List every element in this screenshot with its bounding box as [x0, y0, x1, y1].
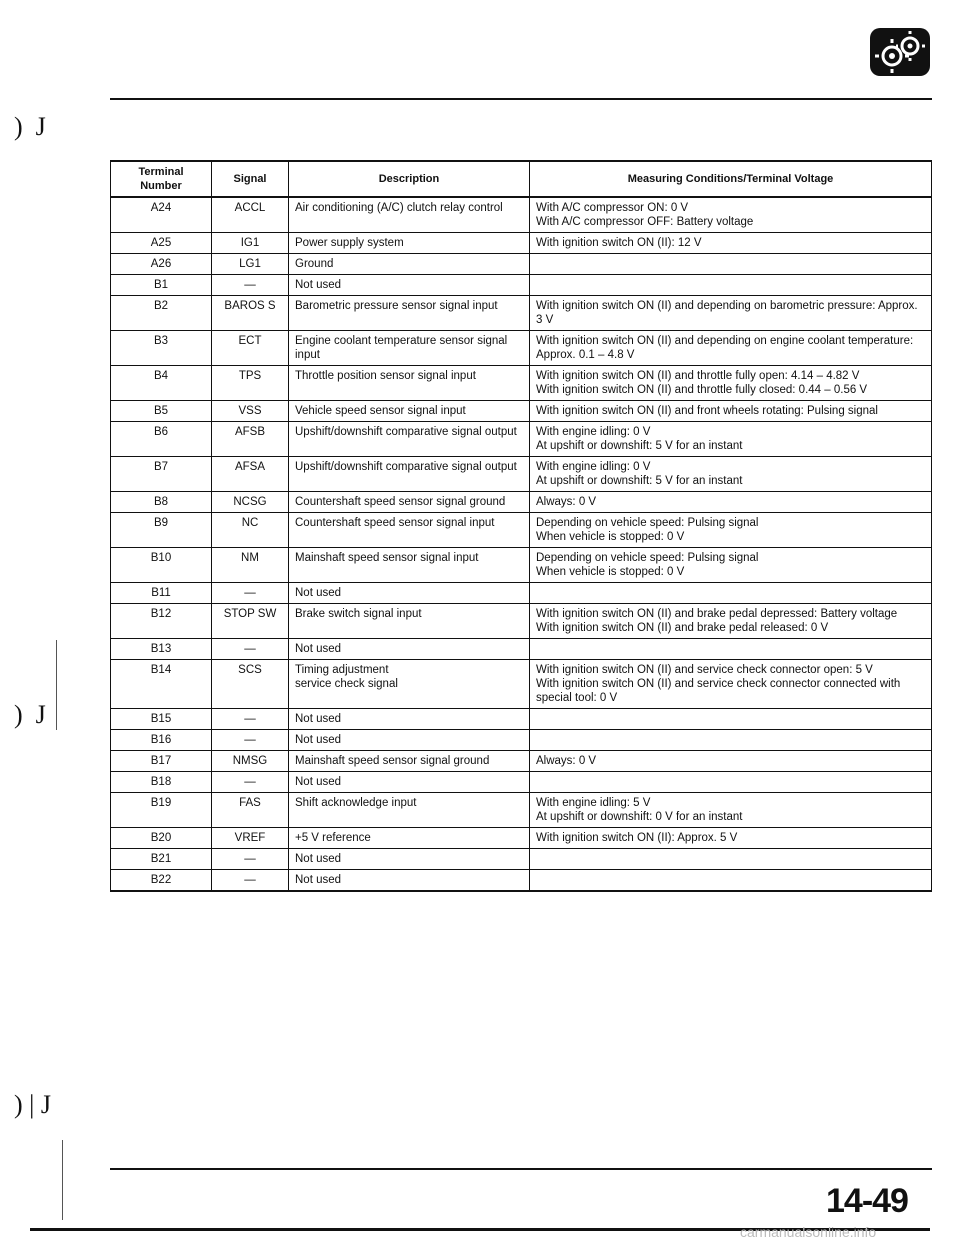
- terminal-number: B15: [111, 709, 212, 730]
- terminal-number: B6: [111, 422, 212, 457]
- table-row: [111, 296, 932, 331]
- table-row: [111, 604, 932, 639]
- description-cell: [289, 639, 530, 660]
- measuring-condition-text: With ignition switch ON (II) and depending on barometric pressure: Approx. 3 V: [536, 300, 918, 326]
- measuring-condition-text: At upshift or downshift: 5 V for an instant: [536, 440, 743, 452]
- description-cell: [289, 422, 530, 457]
- measuring-conditions-cell: [530, 604, 932, 639]
- table-row: [111, 793, 932, 828]
- description-cell: [289, 772, 530, 793]
- description-cell: [289, 254, 530, 275]
- table-row: [111, 366, 932, 401]
- description-cell: [289, 233, 530, 254]
- description-cell: [289, 366, 530, 401]
- measuring-conditions-cell: [530, 870, 932, 892]
- terminal-number: B13: [111, 639, 212, 660]
- description-cell: [289, 751, 530, 772]
- table-row: [111, 513, 932, 548]
- terminal-number: B17: [111, 751, 212, 772]
- table-row: [111, 254, 932, 275]
- description-text: Countershaft speed sensor signal ground: [295, 496, 506, 508]
- description-cell: [289, 457, 530, 492]
- table-row: [111, 401, 932, 422]
- table-row: [111, 660, 932, 709]
- measuring-conditions-cell: [530, 366, 932, 401]
- table-row: [111, 730, 932, 751]
- signal-name: VSS: [212, 401, 289, 422]
- measuring-condition-text: With ignition switch ON (II) and brake pedal released: 0 V: [536, 622, 829, 634]
- measuring-conditions-cell: [530, 751, 932, 772]
- table-row: [111, 751, 932, 772]
- measuring-condition-text: Depending on vehicle speed: Pulsing signal: [536, 552, 759, 564]
- description-text: Vehicle speed sensor signal input: [295, 405, 466, 417]
- measuring-conditions-cell: [530, 233, 932, 254]
- description-text: Throttle position sensor signal input: [295, 370, 476, 382]
- description-text: Mainshaft speed sensor signal ground: [295, 755, 490, 767]
- description-text: Engine coolant temperature sensor signal input: [295, 335, 508, 361]
- bottom-rule: [110, 1168, 932, 1170]
- measuring-condition-text: With ignition switch ON (II) and brake pedal depressed: Battery voltage: [536, 608, 898, 620]
- signal-name: AFSA: [212, 457, 289, 492]
- table-body: [111, 197, 932, 891]
- measuring-condition-text: With ignition switch ON (II): Approx. 5 V: [536, 832, 738, 844]
- terminal-number: A25: [111, 233, 212, 254]
- terminal-number: B1: [111, 275, 212, 296]
- description-cell: [289, 660, 530, 709]
- description-cell: [289, 513, 530, 548]
- measuring-conditions-cell: [530, 639, 932, 660]
- terminal-number: B19: [111, 793, 212, 828]
- measuring-conditions-cell: [530, 730, 932, 751]
- table-row: [111, 422, 932, 457]
- terminal-number: B21: [111, 849, 212, 870]
- signal-name: —: [212, 709, 289, 730]
- header-signal: Signal: [212, 161, 289, 197]
- measuring-condition-text: With engine idling: 0 V: [536, 426, 651, 438]
- table-row: [111, 331, 932, 366]
- description-cell: [289, 492, 530, 513]
- description-text: Not used: [295, 874, 342, 886]
- description-cell: [289, 793, 530, 828]
- measuring-conditions-cell: [530, 793, 932, 828]
- table-row: [111, 870, 932, 892]
- table-row: [111, 583, 932, 604]
- measuring-condition-text: With ignition switch ON (II) and service check connector connected with special tool: 0 V: [536, 678, 901, 704]
- description-text: Ground: [295, 258, 334, 270]
- table-row: [111, 275, 932, 296]
- measuring-condition-text: At upshift or downshift: 5 V for an instant: [536, 475, 743, 487]
- description-cell: [289, 730, 530, 751]
- measuring-conditions-cell: [530, 772, 932, 793]
- measuring-conditions-cell: [530, 296, 932, 331]
- description-cell: [289, 401, 530, 422]
- description-text: Timing adjustment: [295, 664, 389, 676]
- measuring-condition-text: When vehicle is stopped: 0 V: [536, 566, 685, 578]
- terminal-number: B3: [111, 331, 212, 366]
- signal-name: TPS: [212, 366, 289, 401]
- table-row: [111, 548, 932, 583]
- terminal-number: A24: [111, 197, 212, 233]
- terminal-number: B11: [111, 583, 212, 604]
- signal-name: ACCL: [212, 197, 289, 233]
- measuring-condition-text: Always: 0 V: [536, 755, 597, 767]
- signal-name: BAROS S: [212, 296, 289, 331]
- description-cell: [289, 275, 530, 296]
- table-row: [111, 849, 932, 870]
- binding-line: [62, 1140, 63, 1220]
- signal-name: STOP SW: [212, 604, 289, 639]
- measuring-conditions-cell: [530, 849, 932, 870]
- description-cell: [289, 197, 530, 233]
- terminal-number: B7: [111, 457, 212, 492]
- header-description: Description: [289, 161, 530, 197]
- measuring-condition-text: At upshift or downshift: 0 V for an instant: [536, 811, 743, 823]
- header-terminal-number: Terminal Number: [111, 161, 212, 197]
- terminal-number: B20: [111, 828, 212, 849]
- terminal-number: B14: [111, 660, 212, 709]
- signal-name: AFSB: [212, 422, 289, 457]
- signal-name: ECT: [212, 331, 289, 366]
- description-text: Not used: [295, 734, 342, 746]
- table-row: [111, 233, 932, 254]
- signal-name: SCS: [212, 660, 289, 709]
- measuring-conditions-cell: [530, 548, 932, 583]
- description-cell: [289, 828, 530, 849]
- terminal-number: B5: [111, 401, 212, 422]
- description-text: Not used: [295, 853, 342, 865]
- signal-name: FAS: [212, 793, 289, 828]
- table-row: [111, 709, 932, 730]
- description-text: Not used: [295, 643, 342, 655]
- measuring-condition-text: With A/C compressor ON: 0 V: [536, 202, 689, 214]
- description-cell: [289, 604, 530, 639]
- description-text: Power supply system: [295, 237, 404, 249]
- binding-mark: ) J: [14, 700, 46, 729]
- measuring-conditions-cell: [530, 457, 932, 492]
- description-text: Not used: [295, 279, 342, 291]
- terminal-table: [110, 160, 932, 892]
- binding-line: [56, 640, 57, 730]
- signal-name: VREF: [212, 828, 289, 849]
- measuring-conditions-cell: [530, 401, 932, 422]
- terminal-number: B10: [111, 548, 212, 583]
- description-text: Not used: [295, 776, 342, 788]
- measuring-condition-text: With ignition switch ON (II) and front wheels rotating: Pulsing signal: [536, 405, 878, 417]
- measuring-condition-text: With engine idling: 5 V: [536, 797, 651, 809]
- measuring-condition-text: Depending on vehicle speed: Pulsing signal: [536, 517, 759, 529]
- description-text: Not used: [295, 587, 342, 599]
- measuring-condition-text: With A/C compressor OFF: Battery voltage: [536, 216, 754, 228]
- measuring-conditions-cell: [530, 513, 932, 548]
- measuring-conditions-cell: [530, 828, 932, 849]
- measuring-conditions-cell: [530, 709, 932, 730]
- measuring-condition-text: With ignition switch ON (II): 12 V: [536, 237, 702, 249]
- description-text: Air conditioning (A/C) clutch relay control: [295, 202, 503, 214]
- description-cell: [289, 583, 530, 604]
- measuring-conditions-cell: [530, 331, 932, 366]
- description-text: +5 V reference: [295, 832, 371, 844]
- terminal-number: B9: [111, 513, 212, 548]
- measuring-condition-text: With ignition switch ON (II) and service check connector open: 5 V: [536, 664, 873, 676]
- signal-name: NMSG: [212, 751, 289, 772]
- signal-name: —: [212, 772, 289, 793]
- table-header-row: [111, 161, 932, 197]
- measuring-condition-text: When vehicle is stopped: 0 V: [536, 531, 685, 543]
- table-row: [111, 492, 932, 513]
- measuring-condition-text: Always: 0 V: [536, 496, 597, 508]
- measuring-conditions-cell: [530, 197, 932, 233]
- measuring-conditions-cell: [530, 254, 932, 275]
- page-number: 14-49: [826, 1182, 908, 1220]
- terminal-number: B12: [111, 604, 212, 639]
- description-cell: [289, 849, 530, 870]
- signal-name: —: [212, 583, 289, 604]
- table-row: [111, 828, 932, 849]
- description-cell: [289, 296, 530, 331]
- measuring-conditions-cell: [530, 492, 932, 513]
- table-row: [111, 639, 932, 660]
- measuring-conditions-cell: [530, 275, 932, 296]
- signal-name: IG1: [212, 233, 289, 254]
- terminal-number: B2: [111, 296, 212, 331]
- binding-mark: ) J: [14, 112, 46, 141]
- signal-name: NCSG: [212, 492, 289, 513]
- measuring-conditions-cell: [530, 660, 932, 709]
- terminal-number: B4: [111, 366, 212, 401]
- description-text: Upshift/downshift comparative signal output: [295, 426, 517, 438]
- description-cell: [289, 709, 530, 730]
- description-text: Mainshaft speed sensor signal input: [295, 552, 479, 564]
- description-text: service check signal: [295, 678, 398, 690]
- description-text: Not used: [295, 713, 342, 725]
- top-rule: [110, 98, 932, 100]
- signal-name: —: [212, 870, 289, 892]
- measuring-condition-text: With ignition switch ON (II) and depending on engine coolant temperature: Approx. 0.1 – 4.8 V: [536, 335, 914, 361]
- measuring-conditions-cell: [530, 422, 932, 457]
- description-text: Upshift/downshift comparative signal output: [295, 461, 517, 473]
- header-measuring-conditions: Measuring Conditions/Terminal Voltage: [530, 161, 932, 197]
- watermark: carmanualsonline.info: [740, 1224, 877, 1240]
- binding-mark: ) | J: [14, 1090, 51, 1119]
- table-row: [111, 772, 932, 793]
- table-row: [111, 457, 932, 492]
- description-text: Brake switch signal input: [295, 608, 422, 620]
- terminal-number: B22: [111, 870, 212, 892]
- signal-name: NM: [212, 548, 289, 583]
- measuring-condition-text: With engine idling: 0 V: [536, 461, 651, 473]
- description-text: Barometric pressure sensor signal input: [295, 300, 498, 312]
- signal-name: —: [212, 849, 289, 870]
- terminal-number: B8: [111, 492, 212, 513]
- signal-name: —: [212, 730, 289, 751]
- terminal-number: B16: [111, 730, 212, 751]
- signal-name: —: [212, 275, 289, 296]
- signal-name: LG1: [212, 254, 289, 275]
- description-cell: [289, 331, 530, 366]
- description-text: Shift acknowledge input: [295, 797, 417, 809]
- description-cell: [289, 548, 530, 583]
- engine-section-icon: [870, 28, 930, 76]
- terminal-number: A26: [111, 254, 212, 275]
- measuring-condition-text: With ignition switch ON (II) and throttle fully open: 4.14 – 4.82 V: [536, 370, 860, 382]
- measuring-conditions-cell: [530, 583, 932, 604]
- table-row: [111, 197, 932, 233]
- description-text: Countershaft speed sensor signal input: [295, 517, 495, 529]
- description-cell: [289, 870, 530, 892]
- signal-name: —: [212, 639, 289, 660]
- signal-name: NC: [212, 513, 289, 548]
- measuring-condition-text: With ignition switch ON (II) and throttle fully closed: 0.44 – 0.56 V: [536, 384, 868, 396]
- terminal-number: B18: [111, 772, 212, 793]
